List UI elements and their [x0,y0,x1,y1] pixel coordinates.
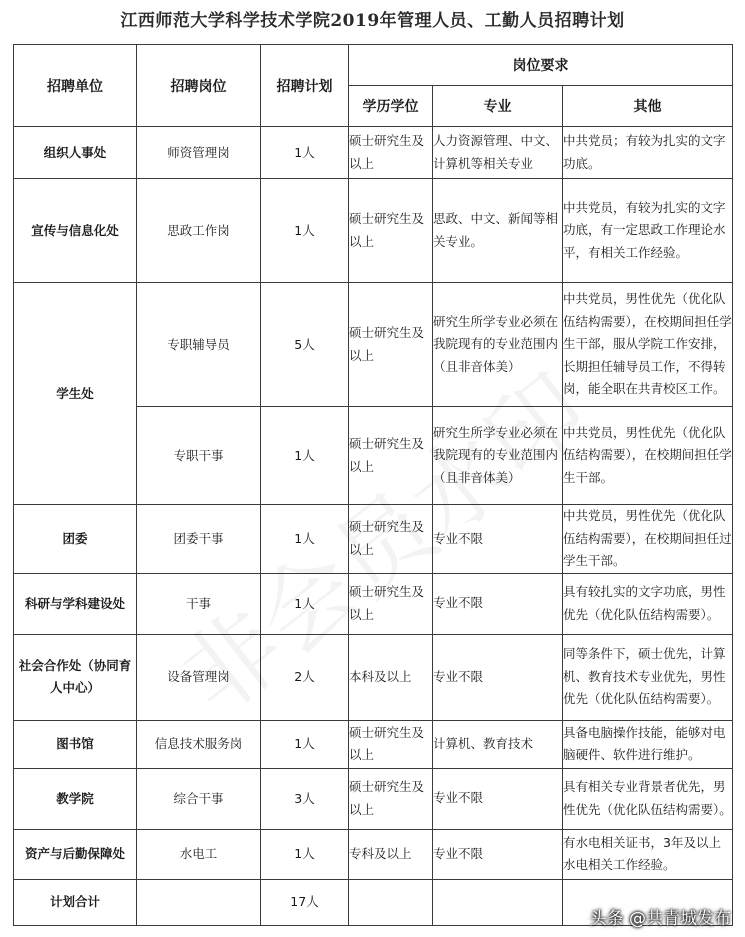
cell-plan: 1人 [261,720,349,768]
cell-major: 专业不限 [433,829,563,879]
cell-major: 研究生所学专业必须在我院现有的专业范围内（且非音体美） [433,283,563,407]
cell-empty [433,879,563,925]
cell-degree: 本科及以上 [349,634,433,720]
cell-degree: 硕士研究生及以上 [349,768,433,829]
header-unit: 招聘单位 [14,45,137,127]
cell-post: 专职干事 [137,407,261,505]
cell-unit: 组织人事处 [14,127,137,179]
total-plan: 17人 [261,879,349,925]
cell-unit: 团委 [14,505,137,574]
cell-plan: 3人 [261,768,349,829]
cell-degree: 专科及以上 [349,829,433,879]
cell-plan: 1人 [261,829,349,879]
cell-unit: 资产与后勤保障处 [14,829,137,879]
cell-empty [137,879,261,925]
cell-major: 专业不限 [433,768,563,829]
cell-major: 研究生所学专业必须在我院现有的专业范围内（且非音体美） [433,407,563,505]
cell-degree: 硕士研究生及以上 [349,407,433,505]
cell-major: 专业不限 [433,505,563,574]
table-row [14,505,733,574]
cell-major: 专业不限 [433,573,563,634]
header-plan: 招聘计划 [261,45,349,127]
cell-degree: 硕士研究生及以上 [349,720,433,768]
cell-plan: 1人 [261,573,349,634]
cell-post: 团委干事 [137,505,261,574]
cell-degree: 硕士研究生及以上 [349,505,433,574]
cell-other: 具备电脑操作技能，能够对电脑硬件、软件进行维护。 [563,720,733,768]
cell-plan: 1人 [261,127,349,179]
cell-major: 人力资源管理、中文、计算机等相关专业 [433,127,563,179]
table-row [14,179,733,283]
cell-other: 中共党员，男性优先（优化队伍结构需要），在校期间担任学生干部，服从学院工作安排，长期担任辅导员工作，不得转岗，能全职在共青校区工作。 [563,283,733,407]
cell-post: 专职辅导员 [137,283,261,407]
cell-plan: 2人 [261,634,349,720]
cell-degree: 硕士研究生及以上 [349,179,433,283]
cell-other: 同等条件下，硕士优先，计算机、教育技术专业优先，男性优先（优化队伍结构需要）。 [563,634,733,720]
cell-plan: 1人 [261,179,349,283]
cell-unit: 图书馆 [14,720,137,768]
cell-unit: 教学院 [14,768,137,829]
cell-post: 干事 [137,573,261,634]
recruitment-plan-table [13,44,733,926]
cell-other: 中共党员，男性优先（优化队伍结构需要），在校期间担任过学生干部。 [563,505,733,574]
table-row [14,829,733,879]
page-title: 江西师范大学科学技术学院2019年管理人员、工勤人员招聘计划 [120,11,625,31]
cell-other: 中共党员；有较为扎实的文字功底。 [563,127,733,179]
source-credit: 头条 @共青城发布 [589,909,731,929]
cell-other: 具有较扎实的文字功底，男性优先（优化队伍结构需要）。 [563,573,733,634]
header-row [14,45,733,86]
cell-degree: 硕士研究生及以上 [349,127,433,179]
cell-major: 专业不限 [433,634,563,720]
cell-post: 水电工 [137,829,261,879]
header-major: 专业 [433,86,563,127]
cell-post: 综合干事 [137,768,261,829]
cell-post: 信息技术服务岗 [137,720,261,768]
cell-unit: 社会合作处（协同育人中心） [14,634,137,720]
cell-post: 设备管理岗 [137,634,261,720]
cell-other: 中共党员，有较为扎实的文字功底，有一定思政工作理论水平，有相关工作经验。 [563,179,733,283]
cell-empty [349,879,433,925]
table-row [14,283,733,407]
cell-unit: 学生处 [14,283,137,505]
cell-post: 师资管理岗 [137,127,261,179]
cell-other: 中共党员，男性优先（优化队伍结构需要），在校期间担任学生干部。 [563,407,733,505]
header-degree: 学历学位 [349,86,433,127]
table-row [14,768,733,829]
table-row [14,573,733,634]
cell-unit: 宣传与信息化处 [14,179,137,283]
table-row [14,127,733,179]
cell-unit: 科研与学科建设处 [14,573,137,634]
cell-other: 具有相关专业背景者优先，男性优先（优化队伍结构需要）。 [563,768,733,829]
cell-plan: 5人 [261,283,349,407]
cell-degree: 硕士研究生及以上 [349,573,433,634]
cell-major: 思政、中文、新闻等相关专业。 [433,179,563,283]
cell-plan: 1人 [261,407,349,505]
table-row [14,720,733,768]
cell-post: 思政工作岗 [137,179,261,283]
cell-major: 计算机、教育技术 [433,720,563,768]
header-other: 其他 [563,86,733,127]
total-label: 计划合计 [14,879,137,925]
cell-plan: 1人 [261,505,349,574]
header-post: 招聘岗位 [137,45,261,127]
cell-degree: 硕士研究生及以上 [349,283,433,407]
header-requirements: 岗位要求 [349,45,733,86]
cell-other: 有水电相关证书，3年及以上水电相关工作经验。 [563,829,733,879]
table-row [14,634,733,720]
